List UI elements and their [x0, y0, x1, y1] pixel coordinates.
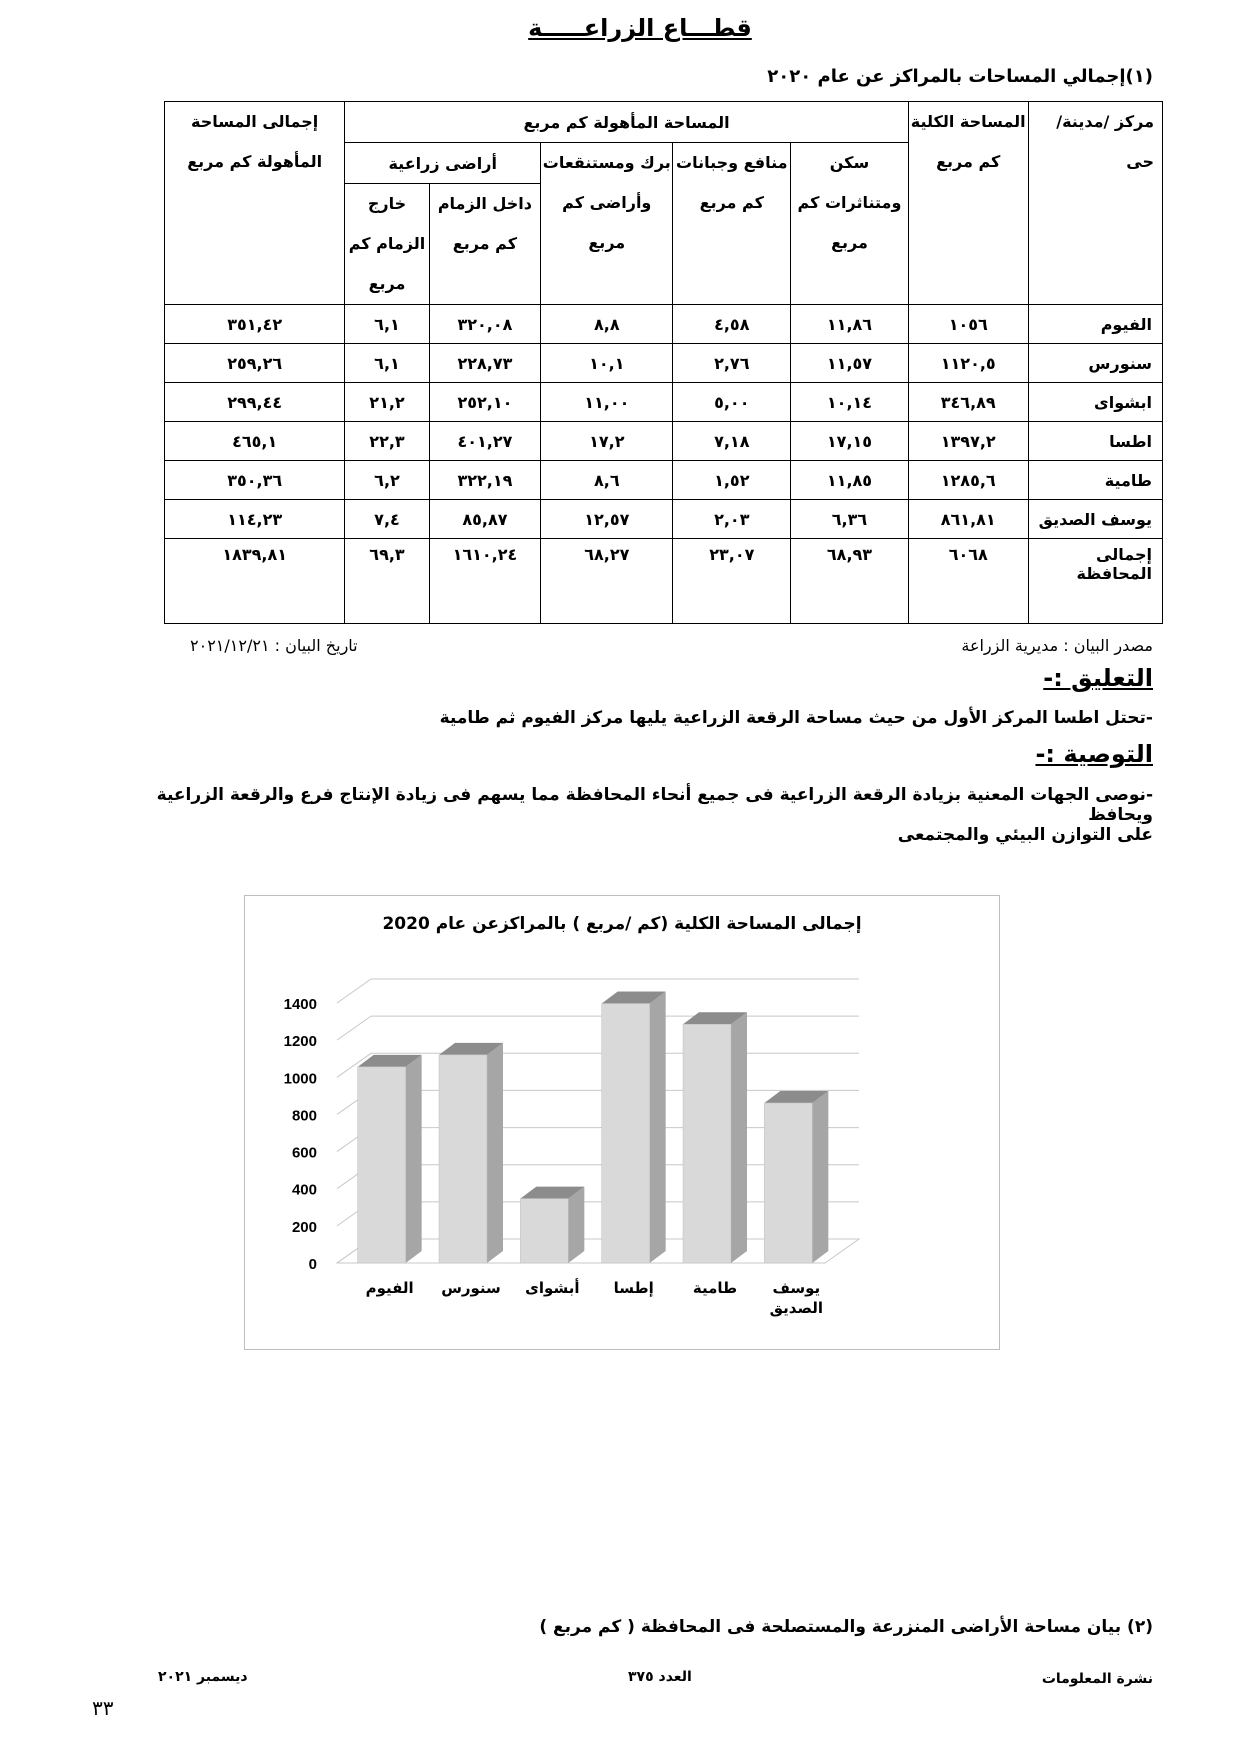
- cell: ١٧,٢: [541, 422, 673, 461]
- cell-center: ابشواى: [1028, 383, 1162, 422]
- cell: ٤٠١,٢٧: [429, 422, 540, 461]
- cell: ٣٥١,٤٢: [165, 305, 345, 344]
- cell: ١٣٩٧,٢: [908, 422, 1028, 461]
- section-2-title: (٢) بيان مساحة الأراضى المنزرعة والمستصلحة فى المحافظة ( كم مربع ): [539, 1617, 1153, 1637]
- bar: [358, 1067, 406, 1263]
- x-tick-label: أبشواى: [525, 1279, 580, 1297]
- y-tick-label: 1400: [283, 996, 317, 1013]
- header-total-area: المساحة الكلية كم مربع: [908, 102, 1028, 305]
- cell: ١١٤,٢٣: [165, 500, 345, 539]
- bar-side: [406, 1055, 422, 1263]
- cell: ١١,٠٠: [541, 383, 673, 422]
- cell-center: يوسف الصديق: [1028, 500, 1162, 539]
- chart-container: [244, 895, 1000, 1350]
- cell: ١٢,٥٧: [541, 500, 673, 539]
- bar-side: [731, 1012, 747, 1263]
- x-tick-label: الصديق: [769, 1299, 824, 1317]
- cell: ٤,٥٨: [673, 305, 791, 344]
- bar: [439, 1055, 487, 1263]
- header-inside-zimam: داخل الزمام كم مربع: [429, 184, 540, 305]
- cell: ٣٤٦,٨٩: [908, 383, 1028, 422]
- cell: ٢٥٢,١٠: [429, 383, 540, 422]
- page-title: قطـــاع الزراعـــــة: [528, 14, 752, 42]
- bar-side: [568, 1187, 584, 1263]
- cell: ٢٣,٠٧: [673, 539, 791, 624]
- cell: ٣٥٠,٣٦: [165, 461, 345, 500]
- cell: ٨٦١,٨١: [908, 500, 1028, 539]
- cell: ٧,١٨: [673, 422, 791, 461]
- recommendation-line-1: -نوصى الجهات المعنية بزيادة الرقعة الزراعية فى جميع أنحاء المحافظة مما يسهم فى زيادة الإنتاج فرع والرقعة الزراعية ويحافظ: [156, 785, 1153, 825]
- header-total-habitable: إجمالى المساحة المأهولة كم مربع: [165, 102, 345, 305]
- x-tick-label: سنورس: [441, 1279, 501, 1297]
- table-row: [165, 422, 1163, 461]
- cell: ٢١,٢: [345, 383, 429, 422]
- gridline-side: [337, 979, 371, 1003]
- bar: [602, 1004, 650, 1263]
- y-tick-label: 800: [291, 1107, 317, 1125]
- bar: [764, 1103, 812, 1263]
- cell: ٨٥,٨٧: [429, 500, 540, 539]
- cell: ١٠,١: [541, 344, 673, 383]
- cell-center: الفيوم: [1028, 305, 1162, 344]
- chart-title: إجمالى المساحة الكلية (كم /مربع ) بالمراكزعن عام 2020: [382, 914, 862, 934]
- cell-center: طامية: [1028, 461, 1162, 500]
- cell: ١٦١٠,٢٤: [429, 539, 540, 624]
- cell: ٢٩٩,٤٤: [165, 383, 345, 422]
- x-tick-label: يوسف: [772, 1279, 821, 1297]
- table-row: [165, 461, 1163, 500]
- cell-center: سنورس: [1028, 344, 1162, 383]
- cell: ١١,٨٦: [791, 305, 909, 344]
- footer-publication: نشرة المعلومات: [1041, 1671, 1153, 1687]
- bar-side: [812, 1091, 828, 1263]
- cell: ١٠٥٦: [908, 305, 1028, 344]
- cell: ٣٢٠,٠٨: [429, 305, 540, 344]
- table-row: [165, 383, 1163, 422]
- cell: ١١,٥٧: [791, 344, 909, 383]
- y-tick-label: 1200: [283, 1033, 317, 1051]
- gridline-side: [337, 1016, 371, 1040]
- x-tick-label: الفيوم: [365, 1279, 414, 1297]
- table-row-total: [165, 539, 1163, 624]
- header-habitable-area: المساحة المأهولة كم مربع: [345, 102, 909, 143]
- table-row: [165, 500, 1163, 539]
- data-source: مصدر البيان : مديرية الزراعة: [961, 636, 1153, 655]
- cell: ١٠,١٤: [791, 383, 909, 422]
- footer-issue: العدد ٣٧٥: [628, 1669, 692, 1685]
- cell: ١٨٣٩,٨١: [165, 539, 345, 624]
- recommendation-heading: التوصية :-: [1035, 740, 1153, 768]
- areas-table: [164, 101, 1163, 624]
- cell: ٨,٨: [541, 305, 673, 344]
- bar-side: [650, 992, 666, 1263]
- footer-date: ديسمبر ٢٠٢١: [158, 1669, 248, 1685]
- cell: ١٧,١٥: [791, 422, 909, 461]
- cell: ٦,٣٦: [791, 500, 909, 539]
- header-housing: سكن ومتناثرات كم مربع: [791, 143, 909, 305]
- cell: ١,٥٢: [673, 461, 791, 500]
- comment-heading: التعليق :-: [1043, 664, 1153, 692]
- header-outside-zimam: خارج الزمام كم مربع: [345, 184, 429, 305]
- data-date: تاريخ البيان : ٢٠٢١/١٢/٢١: [190, 636, 358, 655]
- cell: ٢٥٩,٢٦: [165, 344, 345, 383]
- x-tick-label: طامية: [692, 1279, 738, 1297]
- page-number: ٣٣: [92, 1696, 114, 1720]
- header-ponds: برك ومستنقعات وأراضى كم مربع: [541, 143, 673, 305]
- cell: ١١,٨٥: [791, 461, 909, 500]
- cell: ١٢٨٥,٦: [908, 461, 1028, 500]
- cell: ٢,٧٦: [673, 344, 791, 383]
- cell: ٦٨,٢٧: [541, 539, 673, 624]
- x-tick-label: إطسا: [613, 1279, 654, 1297]
- cell: ٨,٦: [541, 461, 673, 500]
- cell: ٤٦٥,١: [165, 422, 345, 461]
- cell: ٦,١: [345, 344, 429, 383]
- comment-text: -تحتل اطسا المركز الأول من حيث مساحة الرقعة الزراعية يليها مركز الفيوم ثم طامية: [439, 708, 1153, 728]
- cell: ٦,٢: [345, 461, 429, 500]
- header-center: مركز /مدينة/حى: [1028, 102, 1162, 305]
- bar-chart: [245, 896, 999, 1349]
- cell: ٦٩,٣: [345, 539, 429, 624]
- cell: ٧,٤: [345, 500, 429, 539]
- section-1-title: (١)إجمالي المساحات بالمراكز عن عام ٢٠٢٠: [767, 66, 1153, 87]
- cell: ٢,٠٣: [673, 500, 791, 539]
- cell: ٢٢٨,٧٣: [429, 344, 540, 383]
- y-tick-label: 400: [291, 1181, 317, 1199]
- bar-side: [487, 1043, 503, 1263]
- recommendation-line-2: على التوازن البيئي والمجتمعى: [897, 825, 1153, 845]
- bar: [520, 1199, 568, 1263]
- cell-center: اطسا: [1028, 422, 1162, 461]
- bar: [683, 1024, 731, 1263]
- cell: ٥,٠٠: [673, 383, 791, 422]
- cell-center: إجمالى المحافظة: [1028, 539, 1162, 624]
- y-tick-label: 0: [308, 1256, 317, 1273]
- cell: ٦,١: [345, 305, 429, 344]
- y-tick-label: 200: [291, 1218, 317, 1236]
- y-tick-label: 1000: [283, 1070, 317, 1088]
- header-utilities: منافع وجبانات كم مربع: [673, 143, 791, 305]
- cell: ٦٠٦٨: [908, 539, 1028, 624]
- y-tick-label: 600: [291, 1144, 317, 1162]
- cell: ٦٨,٩٣: [791, 539, 909, 624]
- cell: ٣٢٢,١٩: [429, 461, 540, 500]
- header-agri-lands: أراضى زراعية: [345, 143, 541, 184]
- cell: ٢٢,٣: [345, 422, 429, 461]
- table-row: [165, 344, 1163, 383]
- cell: ١١٢٠,٥: [908, 344, 1028, 383]
- table-row: [165, 305, 1163, 344]
